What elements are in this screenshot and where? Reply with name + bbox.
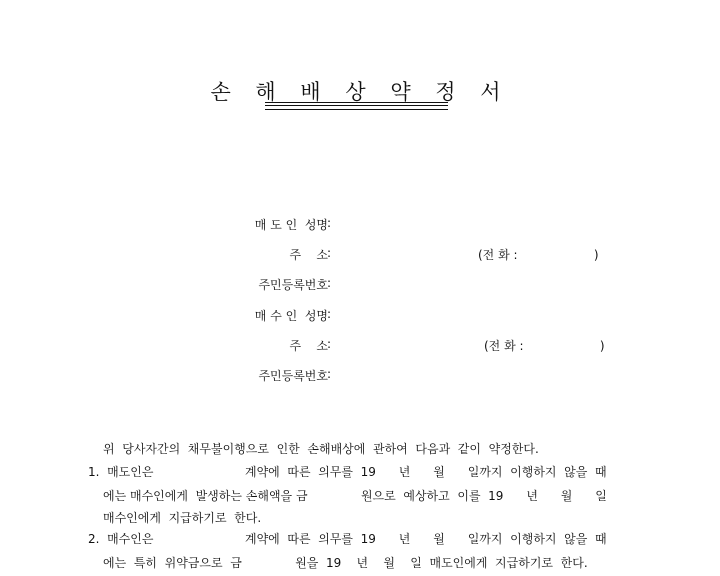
- title-double-underline: [265, 102, 448, 110]
- buyer-id-colon: :: [327, 367, 332, 381]
- item-2-line-1: 2. 매수인은 계약에 따른 의무를 19 년 월 일까지 이행하지 않을 때: [88, 532, 607, 546]
- item-1-line-1: 1. 매도인은 계약에 따른 의무를 19 년 월 일까지 이행하지 않을 때: [88, 465, 607, 479]
- seller-id-colon: :: [327, 276, 332, 290]
- buyer-name-label: 매 수 인 성명: [254, 309, 328, 323]
- buyer-id-label: 주민등록번호: [258, 369, 328, 383]
- seller-id-label: 주민등록번호: [258, 278, 328, 292]
- item-1-line-2: 에는 매수인에게 발생하는 손해액을 금 원으로 예상하고 이를 19 년 월 일: [103, 489, 607, 503]
- item-2-line-2: 에는 특히 위약금으로 금 원을 19 년 월 일 매도인에게 지급하기로 한다.: [103, 556, 588, 570]
- seller-name-colon: :: [327, 216, 332, 230]
- seller-address-colon: :: [327, 246, 332, 260]
- buyer-address-colon: :: [327, 337, 332, 351]
- seller-name-label: 매 도 인 성명: [254, 218, 328, 232]
- buyer-address-label: 주 소: [289, 339, 328, 353]
- seller-phone: (전 화 : ): [478, 248, 599, 262]
- intro-paragraph: 위 당사자간의 채무불이행으로 인한 손해배상에 관하여 다음과 같이 약정한다.: [103, 442, 539, 456]
- document-title: 손 해 배 상 약 정 서: [210, 80, 510, 104]
- buyer-name-colon: :: [327, 307, 332, 321]
- buyer-phone: (전 화 : ): [484, 339, 605, 353]
- seller-address-label: 주 소: [289, 248, 328, 262]
- item-1-line-3: 매수인에게 지급하기로 한다.: [103, 511, 262, 525]
